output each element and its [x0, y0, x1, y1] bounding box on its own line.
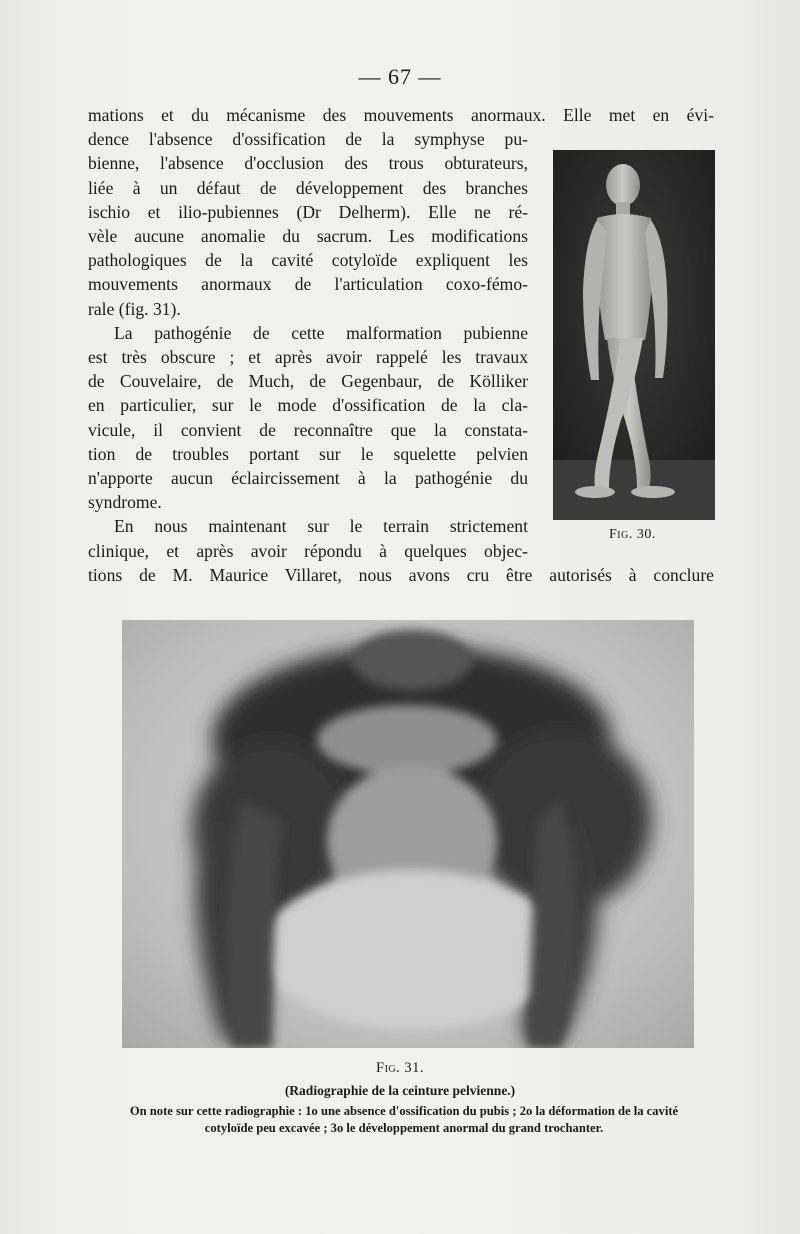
- figure-31-note: [88, 1103, 720, 1137]
- figure-31-radiograph: [122, 620, 694, 1048]
- text-line: La pathogénie de cette malformation pubienne: [114, 322, 528, 343]
- text-line: mouvements anormaux de l'articulation coxo-fémo-: [88, 274, 528, 295]
- figure-31-title: Fig. 31.: [376, 1060, 424, 1076]
- text-line: de Couvelaire, de Much, de Gegenbaur, de Kölliker: [88, 371, 528, 392]
- page-number: — 67 —: [358, 64, 442, 89]
- standing-figure-illustration: [553, 150, 715, 520]
- text-line: tions de M. Maurice Villaret, nous avons cru être autorisés à conclure: [88, 564, 714, 585]
- text-line: vicule, il convient de reconnaître que la constata-: [88, 419, 528, 440]
- text-line: clinique, et après avoir répondu à quelques objec-: [88, 540, 528, 561]
- figure-30-caption: Fig. 30.: [609, 527, 656, 542]
- text-line: bienne, l'absence d'occlusion des trous obturateurs,: [88, 153, 528, 174]
- text-line: mations et du mécanisme des mouvements anormaux. Elle met en évi-: [88, 105, 714, 125]
- text-line: dence l'absence d'ossification de la symphyse pu-: [88, 129, 528, 150]
- text-line: n'apporte aucun éclaircissement à la pathogénie du: [88, 468, 528, 489]
- figure-31-subtitle: (Radiographie de la ceinture pelvienne.): [284, 1083, 516, 1098]
- text-line: est très obscure ; et après avoir rappelé les travaux: [88, 347, 528, 368]
- note-line: On note sur cette radiographie : 1o une absence d'ossification du pubis ; 2o la déformation de la cavité: [129, 1104, 679, 1118]
- text-line: liée à un défaut de développement des branches: [88, 177, 528, 198]
- figure-30-photo: [553, 150, 715, 520]
- text-line: rale (fig. 31).: [88, 298, 181, 319]
- text-line: en particulier, sur le mode d'ossification de la cla-: [88, 395, 528, 416]
- text-line: pathologiques de la cavité cotyloïde expliquent les: [88, 250, 528, 271]
- text-line: En nous maintenant sur le terrain strictement: [114, 516, 528, 537]
- text-line: tion de troubles portant sur le squelette pelvien: [88, 443, 528, 464]
- note-line: cotyloïde peu excavée ; 3o le développement anormal du grand trochanter.: [204, 1121, 604, 1135]
- text-line: syndrome.: [88, 492, 162, 513]
- text-line: ischio et ilio-pubiennes (Dr Delherm). Elle ne ré-: [88, 201, 528, 222]
- text-line: vèle aucune anomalie du sacrum. Les modifications: [88, 226, 528, 247]
- pelvis-xray-illustration: [122, 620, 694, 1048]
